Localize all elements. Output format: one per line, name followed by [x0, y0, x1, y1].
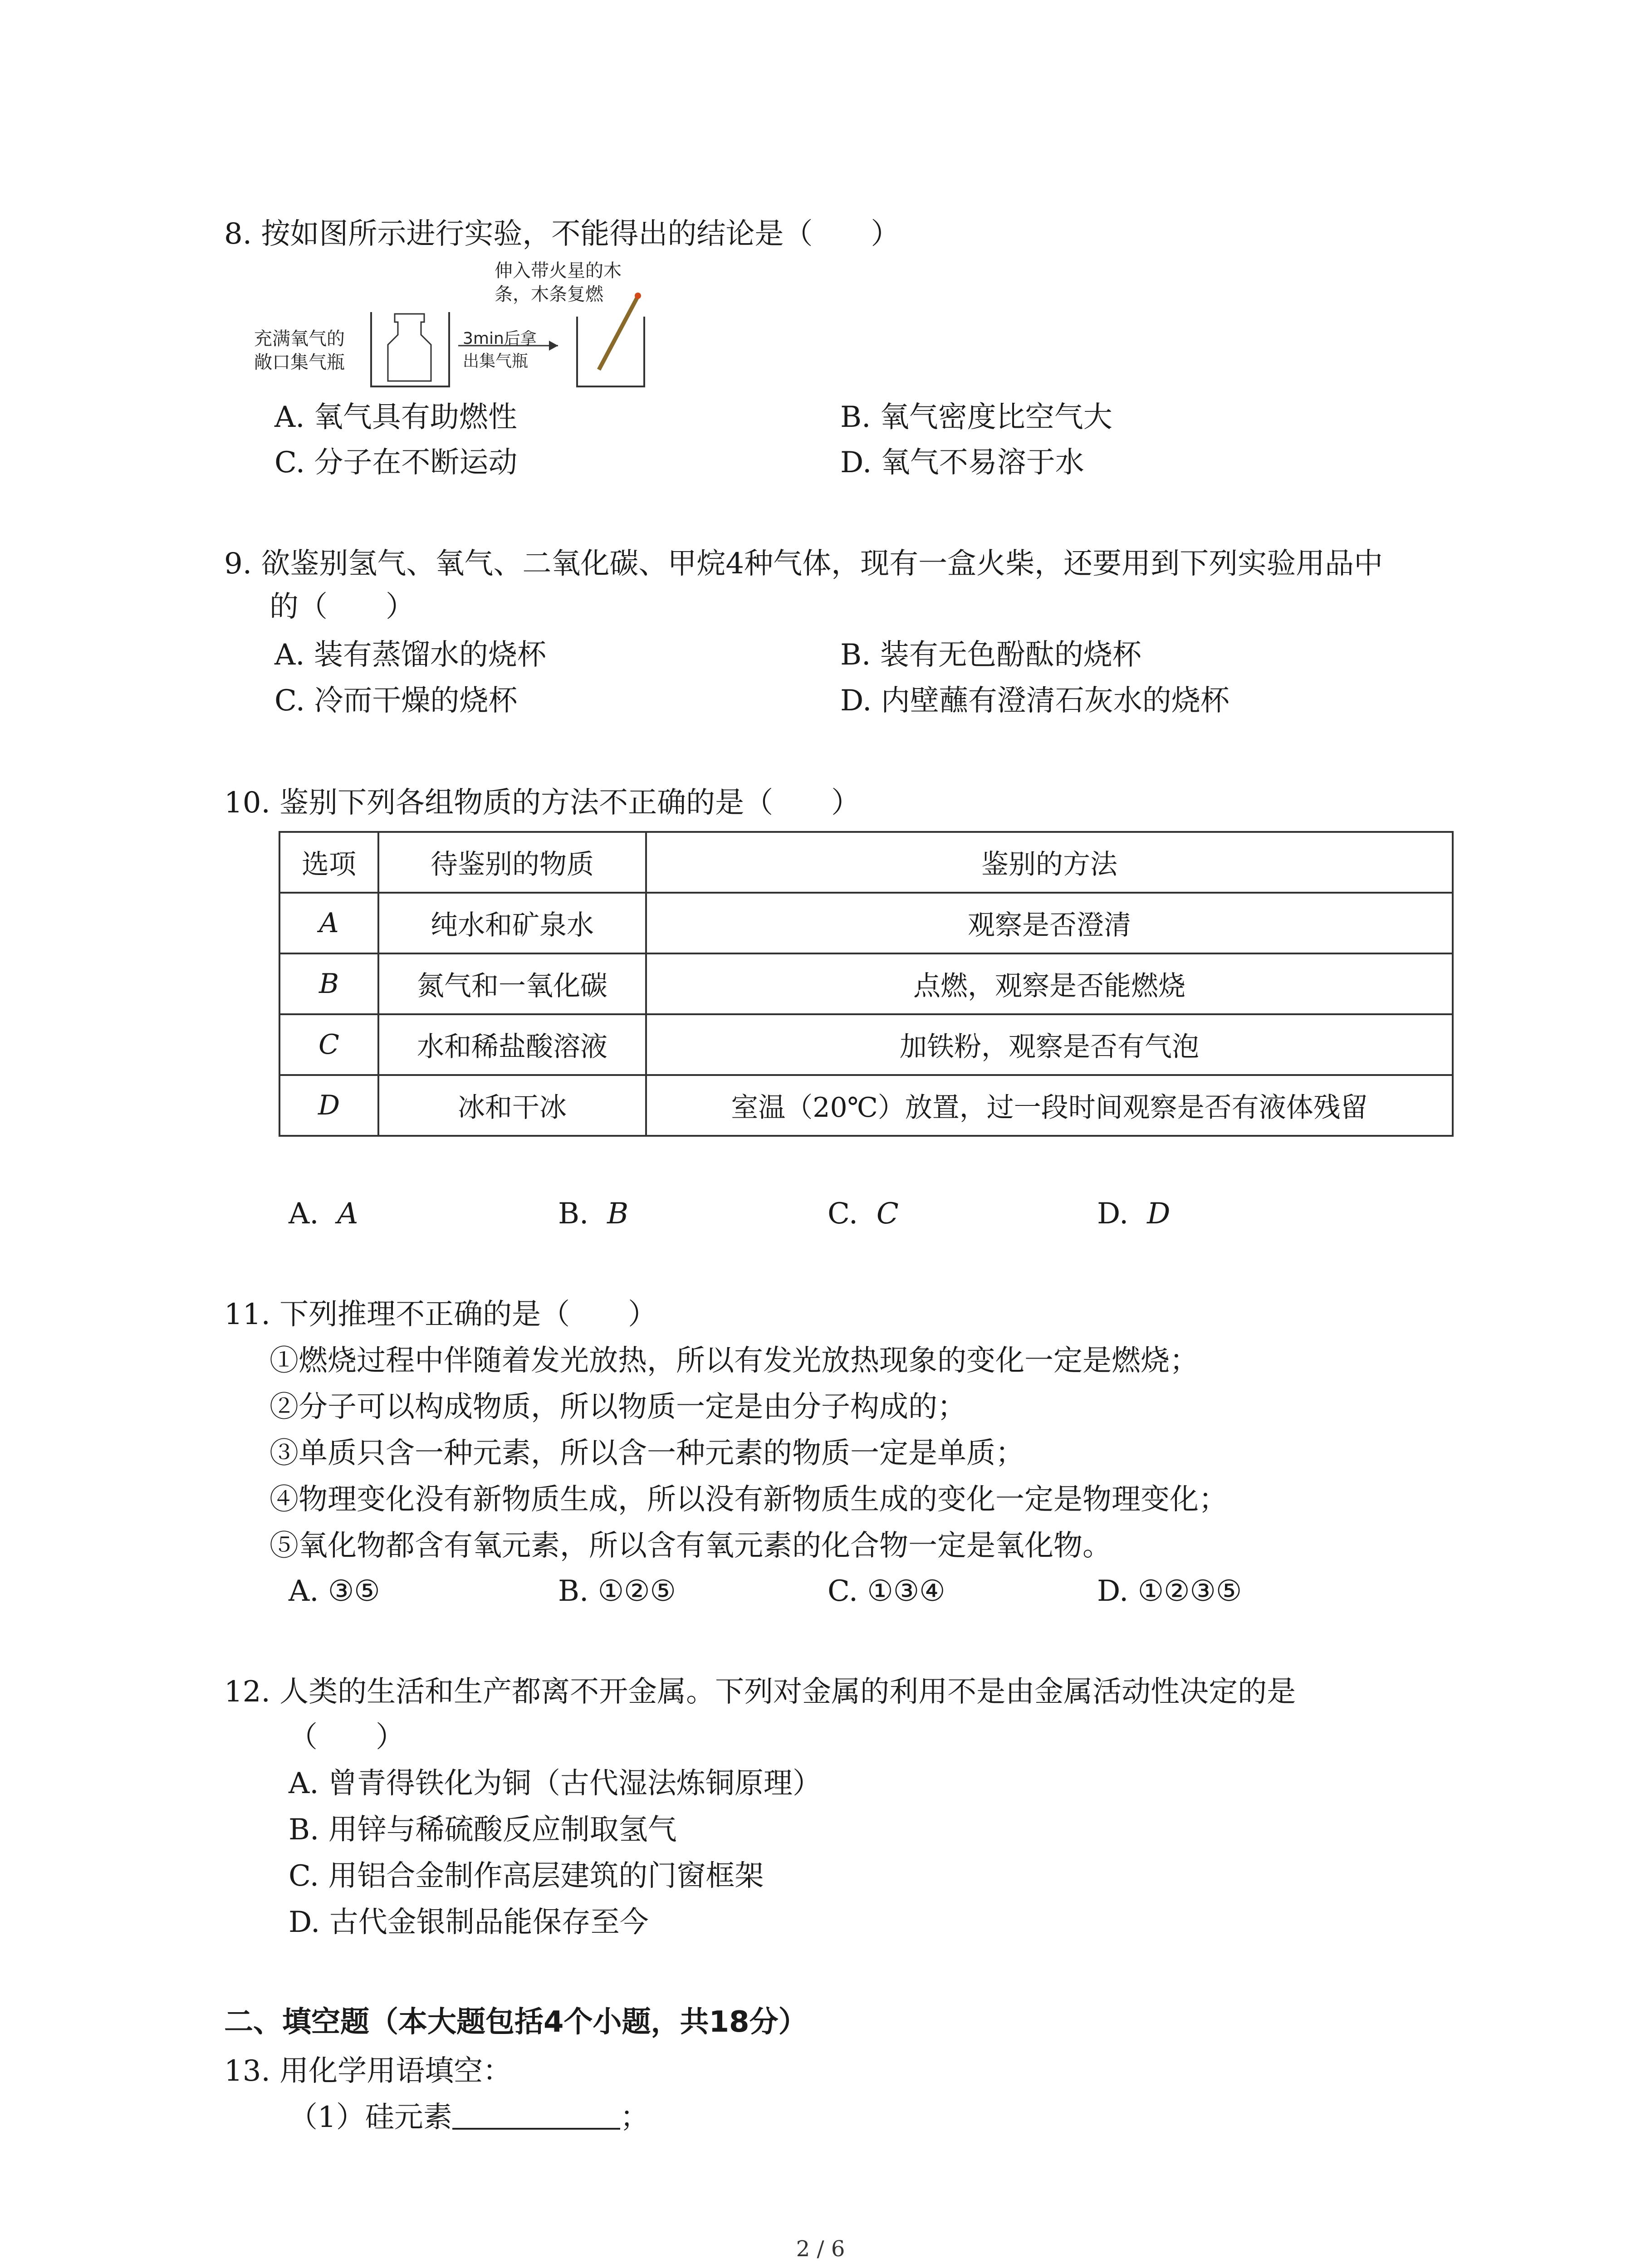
table-cell-substance: 氮气和一氧化碳: [378, 953, 646, 1014]
q9-option-b: B. 装有无色酚酞的烧杯: [840, 638, 1141, 672]
q11-option-b: B. ①②⑤: [558, 1574, 676, 1608]
q11-option-d: D. ①②③⑤: [1097, 1574, 1242, 1608]
table-cell-option: D: [279, 1075, 378, 1136]
q8-diagram-left-label-1: 充满氧气的: [254, 328, 345, 349]
q12-stem-line2: （ ）: [289, 1721, 405, 1754]
q10-option-b-value: B: [607, 1197, 629, 1231]
table-cell-method: 观察是否澄清: [646, 893, 1453, 953]
q13-sub1-label: （1）硅元素: [289, 2101, 452, 2134]
q11-item-1: ①燃烧过程中伴随着发光放热，所以有发光放热现象的变化一定是燃烧；: [269, 1344, 1199, 1378]
q10-stem: 10. 鉴别下列各组物质的方法不正确的是（ ）: [224, 786, 861, 820]
q9-stem-line1: 9. 欲鉴别氢气、氧气、二氧化碳、甲烷4种气体，现有一盒火柴，还要用到下列实验用品中: [224, 547, 1383, 581]
q11-item-5: ⑤氧化物都含有氧元素，所以含有氧元素的化合物一定是氧化物。: [269, 1529, 1112, 1563]
q10-option-c: [828, 1196, 899, 1232]
q10-option-a-value: A: [337, 1197, 358, 1231]
q12-option-a: A. 曾青得铁化为铜（古代湿法炼铜原理）: [289, 1767, 822, 1800]
q8-diagram-top-label-1: 伸入带火星的木: [495, 260, 622, 281]
table-cell-method: 加铁粉，观察是否有气泡: [646, 1014, 1453, 1075]
table-cell-option: A: [279, 893, 378, 953]
q13-stem: 13. 用化学用语填空：: [224, 2054, 512, 2088]
q8-diagram-arrow-label-2: 出集气瓶: [463, 352, 529, 371]
q11-stem: 11. 下列推理不正确的是（ ）: [224, 1298, 657, 1331]
q9-option-a: A. 装有蒸馏水的烧杯: [274, 638, 546, 672]
q11-option-a: A. ③⑤: [289, 1574, 380, 1608]
q10-option-a: [289, 1196, 358, 1232]
q8-diagram: [245, 259, 653, 395]
q10-option-a-prefix: A.: [289, 1197, 319, 1231]
q10-table: [279, 831, 1454, 1137]
table-row: [279, 1075, 1453, 1136]
q12-option-d: D. 古代金银制品能保存至今: [289, 1906, 649, 1939]
q10-option-b: [558, 1196, 628, 1232]
q12-option-b: B. 用锌与稀硫酸反应制取氢气: [289, 1813, 677, 1847]
q8-stem: 8. 按如图所示进行实验，不能得出的结论是（ ）: [224, 217, 900, 251]
table-cell-substance: 水和稀盐酸溶液: [378, 1014, 646, 1075]
q10-option-d-prefix: D.: [1097, 1197, 1129, 1231]
table-header-row: [279, 832, 1453, 893]
q10-option-c-value: C: [876, 1197, 899, 1231]
section-title: 二、填空题（本大题包括4个小题，共18分）: [224, 2005, 808, 2039]
q11-item-2: ②分子可以构成物质，所以物质一定是由分子构成的；: [269, 1390, 966, 1424]
q9-option-d: D. 内壁蘸有澄清石灰水的烧杯: [840, 684, 1230, 718]
table-cell-substance: 冰和干冰: [378, 1075, 646, 1136]
q13-sub1: [289, 2099, 649, 2136]
q8-option-a: A. 氧气具有助燃性: [274, 401, 517, 434]
q8-diagram-left-label-2: 敞口集气瓶: [254, 352, 345, 373]
q11-option-c: C. ①③④: [828, 1574, 945, 1608]
q8-diagram-drawing: [245, 259, 653, 395]
table-header-cell: 选项: [279, 832, 378, 893]
q12-option-c: C. 用铝合金制作高层建筑的门窗框架: [289, 1859, 764, 1893]
q8-option-d: D. 氧气不易溶于水: [840, 446, 1084, 479]
q10-option-d: [1097, 1196, 1170, 1232]
q13-sub1-answer-blank[interactable]: [452, 2101, 620, 2130]
q8-diagram-top-label-2: 条，木条复燃: [495, 284, 603, 305]
q10-option-c-prefix: C.: [828, 1197, 858, 1231]
q9-option-c: C. 冷而干燥的烧杯: [274, 684, 518, 718]
q9-stem-line2: 的（ ）: [269, 590, 415, 624]
q8-option-b: B. 氧气密度比空气大: [840, 401, 1112, 434]
table-cell-method: 点燃，观察是否能燃烧: [646, 953, 1453, 1014]
q10-option-d-value: D: [1147, 1197, 1171, 1231]
q13-sub1-end: ；: [620, 2101, 649, 2134]
q12-stem-line1: 12. 人类的生活和生产都离不开金属。下列对金属的利用不是由金属活动性决定的是: [224, 1675, 1296, 1709]
table-header-cell: 鉴别的方法: [646, 832, 1453, 893]
table-cell-method: 室温（20℃）放置，过一段时间观察是否有液体残留: [646, 1075, 1453, 1136]
table-row: [279, 953, 1453, 1014]
table-cell-substance: 纯水和矿泉水: [378, 893, 646, 953]
table-cell-option: B: [279, 953, 378, 1014]
table-row: [279, 1014, 1453, 1075]
table-row: [279, 893, 1453, 953]
q11-item-4: ④物理变化没有新物质生成，所以没有新物质生成的变化一定是物理变化；: [269, 1483, 1228, 1516]
page-number: 2 / 6: [796, 2236, 845, 2262]
q10-option-b-prefix: B.: [558, 1197, 589, 1231]
table-header-cell: 待鉴别的物质: [378, 832, 646, 893]
q11-item-3: ③单质只含一种元素，所以含一种元素的物质一定是单质；: [269, 1437, 1024, 1470]
table-cell-option: C: [279, 1014, 378, 1075]
q8-option-c: C. 分子在不断运动: [274, 446, 518, 479]
q8-diagram-arrow-label-1: 3min后拿: [463, 329, 537, 348]
